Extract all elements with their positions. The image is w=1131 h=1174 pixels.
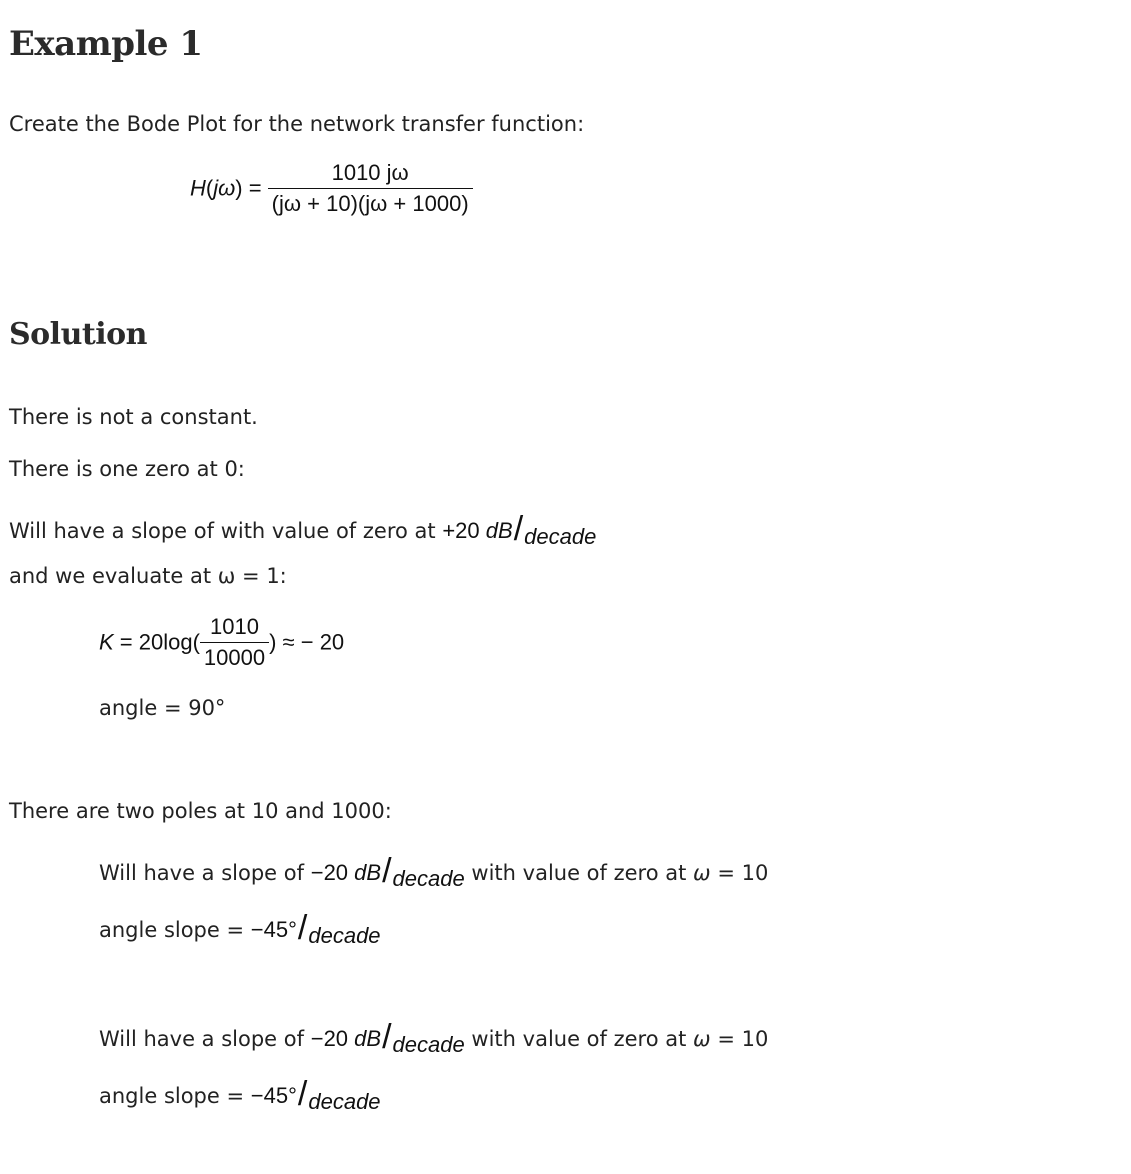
transfer-function xyxy=(190,160,473,217)
fraction-slash: / xyxy=(382,1018,392,1056)
k-denominator: 10000 xyxy=(203,645,266,670)
poles-line: There are two poles at 10 and 1000: xyxy=(9,799,392,823)
angle-slope-prefix: angle slope = xyxy=(99,918,245,942)
intro-text: Create the Bode Plot for the network transfer function: xyxy=(9,112,585,136)
angle-slope-expression xyxy=(250,909,381,948)
zero-slope-text: Will have a slope of with value of zero at xyxy=(9,519,436,543)
k-fraction xyxy=(200,614,269,671)
angle-unit: decade xyxy=(308,923,381,948)
pole-slope-prefix: Will have a slope of xyxy=(99,861,305,885)
tf-denominator: (jω + 10)(jω + 1000) xyxy=(271,191,469,216)
pole-slope-prefix: Will have a slope of xyxy=(99,1027,305,1051)
fraction-slash: / xyxy=(297,1075,308,1113)
omega-symbol: ω xyxy=(693,1027,711,1051)
pole-equals: = 10 xyxy=(717,861,769,885)
pole-slope-value: −20 xyxy=(310,860,349,885)
unit-db: dB xyxy=(354,1026,382,1051)
angle-slope-expression xyxy=(250,1075,381,1114)
constant-line: There is not a constant. xyxy=(9,405,258,429)
pole-slope-expression xyxy=(310,1018,465,1057)
tf-lhs: H(jω) = xyxy=(190,175,268,201)
pole-equals: = 10 xyxy=(717,1027,769,1051)
page-title: Example 1 xyxy=(9,24,203,64)
angle-slope-prefix: angle slope = xyxy=(99,1084,245,1108)
evaluate-line: and we evaluate at ω = 1: xyxy=(9,564,287,588)
unit-db: dB xyxy=(354,860,382,885)
zero-slope-value: +20 xyxy=(442,518,480,543)
pole-2-angle-line xyxy=(99,1073,381,1112)
pole-slope-suffix: with value of zero at xyxy=(471,1027,687,1051)
pole-2-slope-line xyxy=(99,1016,768,1055)
zero-slope-expression xyxy=(442,510,597,549)
pole-slope-suffix: with value of zero at xyxy=(471,861,687,885)
angle-line: angle = 90° xyxy=(99,696,226,720)
zero-slope-line xyxy=(9,508,596,547)
fraction-slash: / xyxy=(297,909,308,947)
unit-decade: decade xyxy=(392,1032,465,1057)
k-numerator: 1010 xyxy=(210,614,259,639)
fraction-slash: / xyxy=(513,510,524,548)
unit-db: dB xyxy=(485,518,513,543)
k-rhs: ) ≈ − 20 xyxy=(269,629,345,655)
unit-decade: decade xyxy=(524,524,597,549)
tf-fraction xyxy=(268,160,473,217)
fraction-slash: / xyxy=(382,852,392,890)
angle-slope-value: −45° xyxy=(250,917,297,942)
pole-slope-value: −20 xyxy=(310,1026,349,1051)
pole-1-slope-line xyxy=(99,850,768,889)
pole-slope-expression xyxy=(310,852,465,891)
pole-1-angle-line xyxy=(99,907,381,946)
angle-unit: decade xyxy=(308,1089,381,1114)
k-lhs: K = 20log( xyxy=(99,629,200,655)
solution-heading: Solution xyxy=(9,317,147,352)
angle-slope-value: −45° xyxy=(250,1083,297,1108)
zero-line: There is one zero at 0: xyxy=(9,457,245,481)
omega-symbol: ω xyxy=(693,861,711,885)
tf-numerator: 1010 jω xyxy=(331,160,409,185)
k-equation xyxy=(99,614,344,671)
unit-decade: decade xyxy=(392,866,465,891)
